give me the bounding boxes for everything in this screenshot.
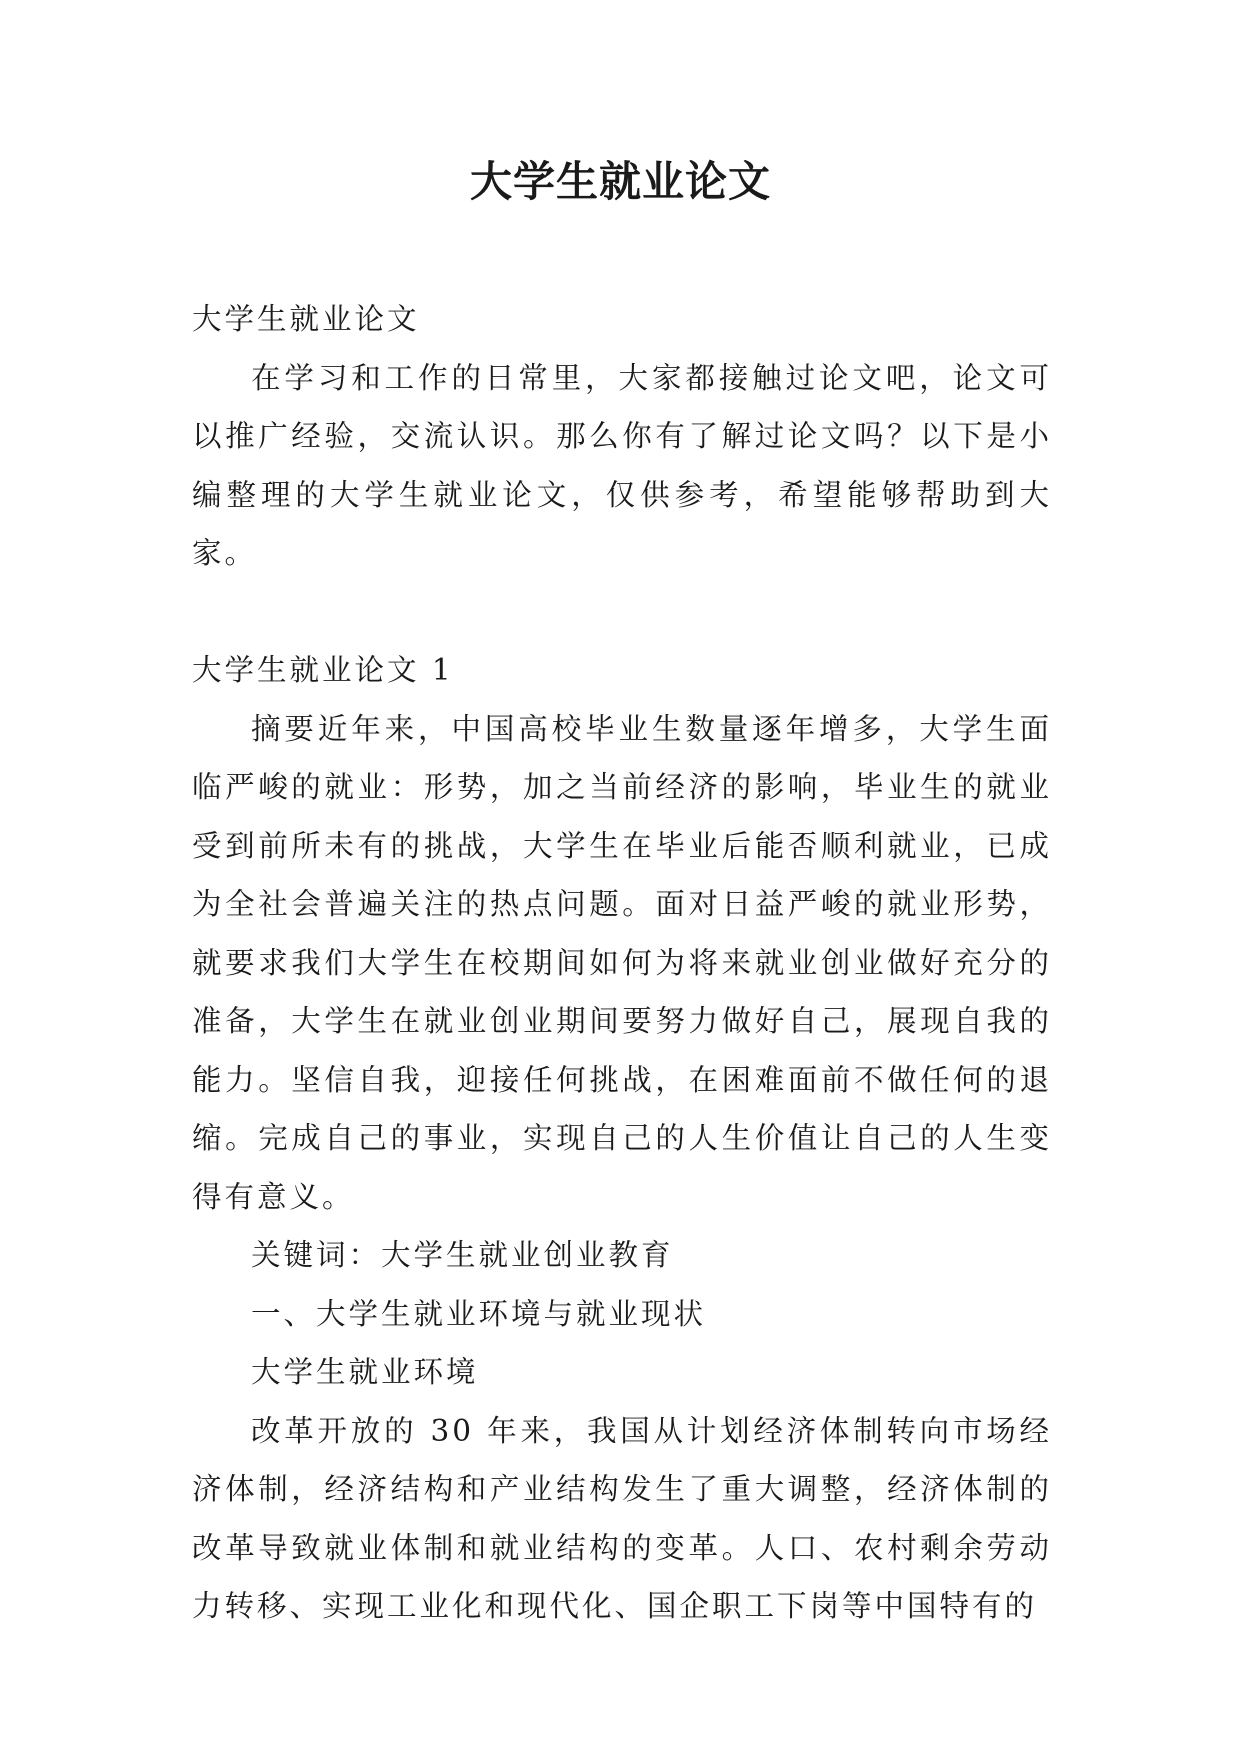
section-heading-main: 大学生就业论文	[192, 302, 420, 336]
abstract-paragraph: 摘要近年来，中国高校毕业生数量逐年增多，大学生面临严峻的就业：形势，加之当前经济的影响，毕业生的就业受到前所未有的挑战，大学生在毕业后能否顺利就业，已成为全社会普遍关注的热点问题。面对日益严峻的就业形势，就要求我们大学生在校期间如何为将来就业创业做好充分的准备，大学生在就业创业期间要努力做好自己，展现自我的能力。坚信自我，迎接任何挑战，在困难面前不做任何的退缩。完成自己的事业，实现自己的人生价值让自己的人生变得有意义。	[192, 711, 1052, 1214]
body-paragraph-1: 改革开放的 30 年来，我国从计划经济体制转向市场经济体制，经济结构和产业结构发生了重大调整，经济体制的改革导致就业体制和就业结构的变革。人口、农村剩余劳动力转移、实现工业化和现代化、国企职工下岗等中国特有的	[192, 1413, 1052, 1623]
keywords-line: 关键词：大学生就业创业教育	[251, 1238, 674, 1272]
subsection-title-1: 大学生就业环境	[251, 1355, 479, 1389]
section-title-1: 一、大学生就业环境与就业现状	[251, 1296, 707, 1331]
document-title: 大学生就业论文	[469, 157, 771, 206]
section-heading-1: 大学生就业论文 1	[192, 653, 454, 687]
intro-paragraph: 在学习和工作的日常里，大家都接触过论文吧，论文可以推广经验，交流认识。那么你有了解过论文吗？以下是小编整理的大学生就业论文，仅供参考，希望能够帮助到大家。	[192, 360, 1052, 570]
paragraph-spacer	[192, 583, 1052, 642]
document-body	[192, 290, 1052, 1636]
